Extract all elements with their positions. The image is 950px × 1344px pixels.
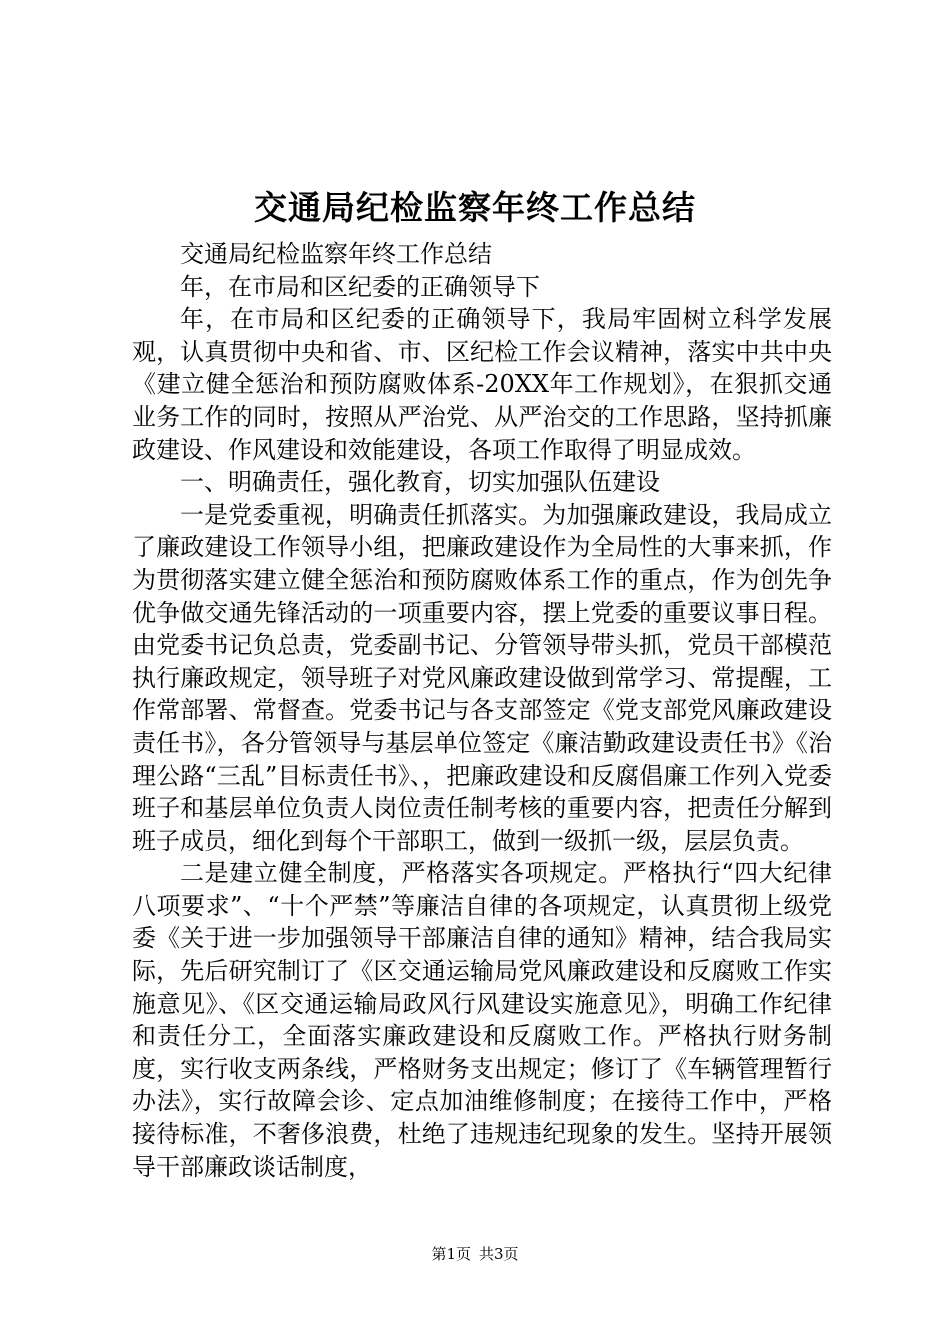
paragraph-point-1: 一是党委重视，明确责任抓落实。为加强廉政建设，我局成立了廉政建设工作领导小组，把廉政建设作为全局性的大事来抓，作为贯彻落实建立健全惩治和预防腐败体系工作的重点，作为创先争优争做交通先锋活动的一项重要内容，摆上党委的重要议事日程。由党委书记负总责，党委副书记、分管领导带头抓，党员干部模范执行廉政规定，领导班子对党风廉政建设做到常学习、常提醒，工作常部署、常督查。党委书记与各支部签定《党支部党风廉政建设责任书》，各分管领导与基层单位签定《廉洁勤政建设责任书》《治理公路“三乱”目标责任书》、，把廉政建设和反腐倡廉工作列入党委班子和基层单位负责人岗位责任制考核的重要内容，把责任分解到班子成员，细化到每个干部职工，做到一级抓一级，层层负责。 <box>132 500 832 855</box>
page-footer <box>0 1244 950 1264</box>
document-body <box>132 238 832 1183</box>
paragraph-point-2: 二是建立健全制度，严格落实各项规定。严格执行“四大纪律八项要求”、“十个严禁”等廉洁自律的各项规定，认真贯彻上级党委《关于进一步加强领导干部廉洁自律的通知》精神，结合我局实际，先后研究制订了《区交通运输局党风廉政建设和反腐败工作实施意见》、《区交通运输局政风行风建设实施意见》，明确工作纪律和责任分工，全面落实廉政建设和反腐败工作。严格执行财务制度，实行收支两条线，严格财务支出规定；修订了《车辆管理暂行办法》，实行故障会诊、定点加油维修制度；在接待工作中，严格接待标准，不奢侈浪费，杜绝了违规违纪现象的发生。坚持开展领导干部廉政谈话制度， <box>132 859 832 1181</box>
page-number: 第1页 <box>431 1245 471 1263</box>
paragraph-intro: 年，在市局和区纪委的正确领导下，我局牢固树立科学发展观，认真贯彻中央和省、市、区纪检工作会议精神，落实中共中央《建立健全惩治和预防腐败体系-20XX年工作规划》，在狠抓交通业务工作的同时，按照从严治党、从严治交的工作思路，坚持抓廉政建设、作风建设和效能建设，各项工作取得了明显成效。 <box>132 305 832 464</box>
paragraph-lead-fragment: 年，在市局和区纪委的正确领导下 <box>180 272 540 301</box>
page-total: 共3页 <box>479 1245 519 1263</box>
section-heading-1: 一、明确责任，强化教育，切实加强队伍建设 <box>180 468 660 497</box>
paragraph-heading-repeat: 交通局纪检监察年终工作总结 <box>180 240 492 268</box>
document-title: 交通局纪检监察年终工作总结 <box>254 188 696 227</box>
